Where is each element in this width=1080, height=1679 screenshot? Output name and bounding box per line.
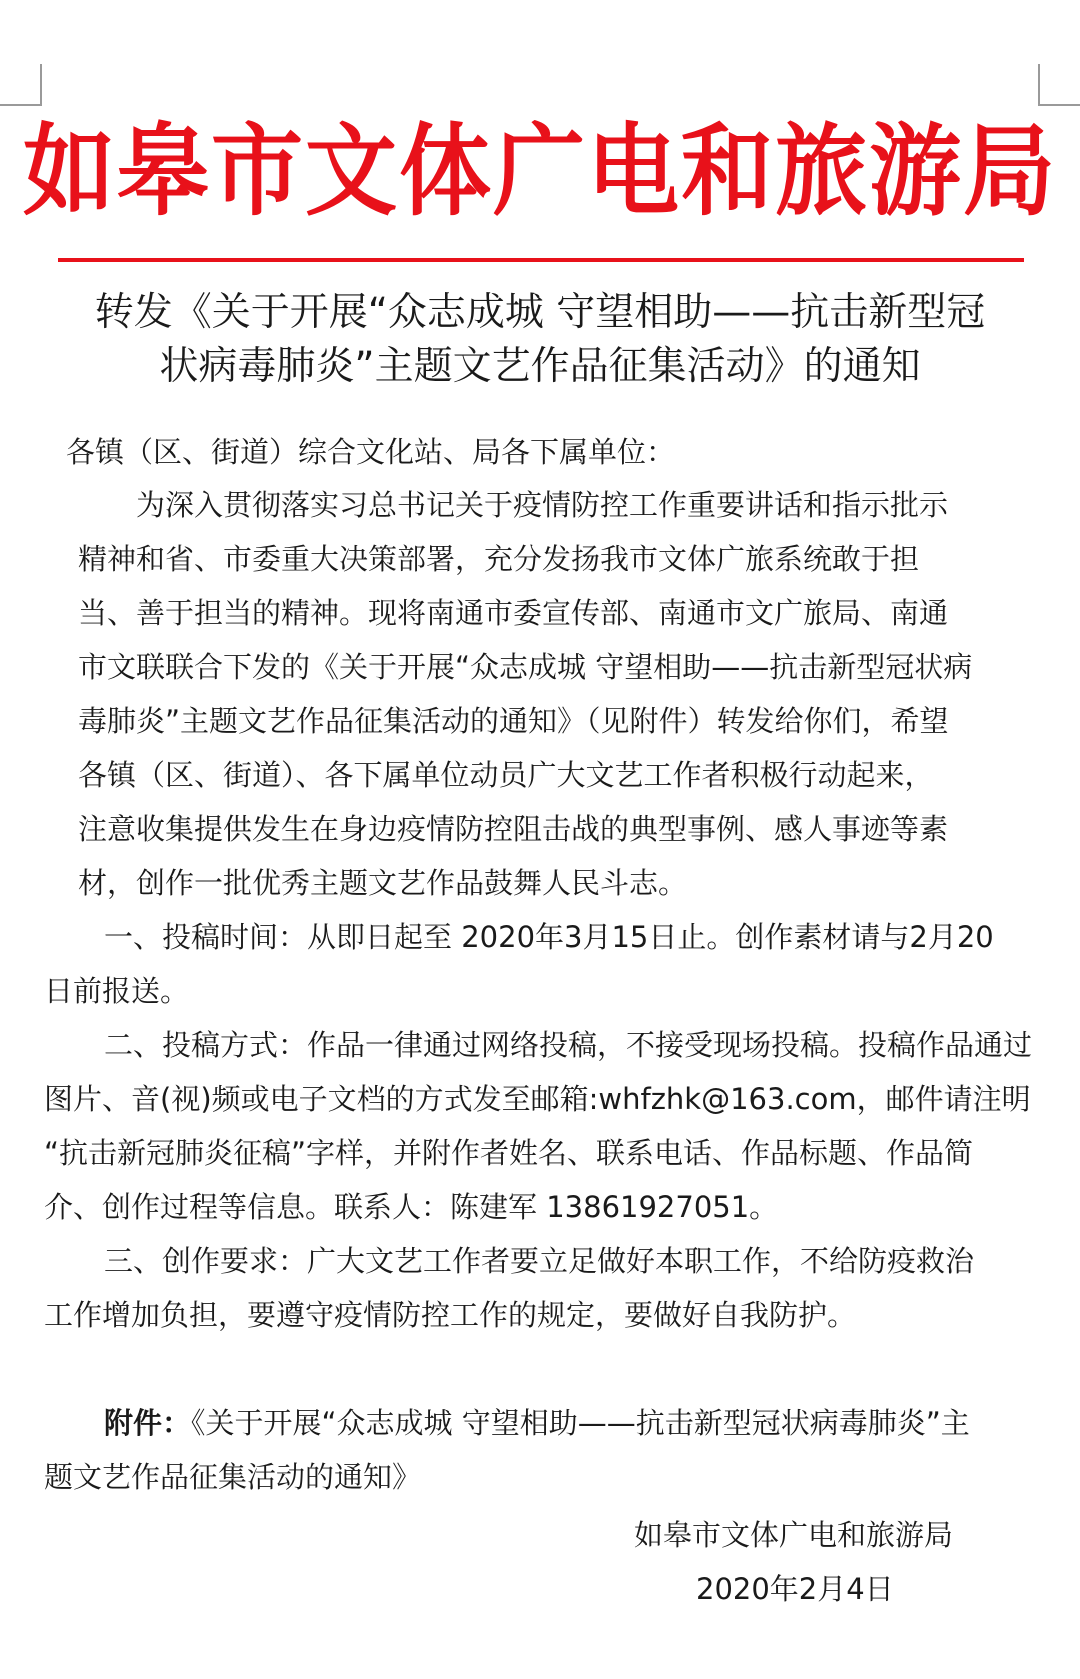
intro-line: 为深入贯彻落实习总书记关于疫情防控工作重要讲话和指示批示 xyxy=(136,488,949,522)
signature-date: 2020年2月4日 xyxy=(696,1572,894,1606)
section-submission-time xyxy=(44,910,994,1018)
attachment-line-2: 题文艺作品征集活动的通知》 xyxy=(44,1460,422,1494)
document-title xyxy=(60,286,1020,394)
section-line: 一、投稿时间：从即日起至 2020年3月15日止。创作素材请与2月20 xyxy=(104,920,994,954)
section-requirements xyxy=(44,1234,974,1342)
intro-line: 精神和省、市委重大决策部署，充分发扬我市文体广旅系统敢于担 xyxy=(78,542,920,576)
intro-paragraph xyxy=(78,478,972,910)
intro-line: 材，创作一批优秀主题文艺作品鼓舞人民斗志。 xyxy=(78,866,688,900)
intro-line: 市文联联合下发的《关于开展“众志成城 守望相助——抗击新型冠状病 xyxy=(78,650,973,684)
attachment-label: 附件： xyxy=(104,1406,192,1440)
attachment-line-1 xyxy=(44,1396,970,1450)
section-line: 图片、音(视)频或电子文档的方式发至邮箱:whfzhk@163.com，邮件请注明 xyxy=(44,1082,1031,1116)
attachment xyxy=(44,1396,970,1504)
section-line: 日前报送。 xyxy=(44,974,190,1008)
attachment-text: 《关于开展“众志成城 守望相助——抗击新型冠状病毒肺炎”主 xyxy=(191,1406,970,1440)
intro-line: 各镇（区、街道）、各下属单位动员广大文艺工作者积极行动起来， xyxy=(78,758,934,792)
page-corner-mark-left xyxy=(0,64,42,106)
section-line: 工作增加负担，要遵守疫情防控工作的规定，要做好自我防护。 xyxy=(44,1298,857,1332)
signature-organization: 如皋市文体广电和旅游局 xyxy=(634,1518,954,1552)
document-title-line-1: 转发《关于开展“众志成城 守望相助——抗击新型冠 xyxy=(94,290,986,335)
section-submission-method xyxy=(44,1018,1032,1234)
intro-line: 注意收集提供发生在身边疫情防控阻击战的典型事例、感人事迹等素 xyxy=(78,812,949,846)
masthead-title: 如皋市文体广电和旅游局 xyxy=(22,113,1057,230)
page-corner-mark-right xyxy=(1038,64,1080,106)
section-line: 二、投稿方式：作品一律通过网络投稿，不接受现场投稿。投稿作品通过 xyxy=(104,1028,1033,1062)
masthead-red-rule xyxy=(58,258,1024,262)
section-line: “抗击新冠肺炎征稿”字样，并附作者姓名、联系电话、作品标题、作品简 xyxy=(44,1136,974,1170)
section-line: 介、创作过程等信息。联系人：陈建军 13861927051。 xyxy=(44,1190,779,1224)
document-title-line-2: 状病毒肺炎”主题文艺作品征集活动》的通知 xyxy=(159,344,921,389)
intro-line: 毒肺炎”主题文艺作品征集活动的通知》（见附件）转发给你们，希望 xyxy=(78,704,949,738)
section-line: 三、创作要求：广大文艺工作者要立足做好本职工作，不给防疫救治 xyxy=(104,1244,975,1278)
salutation: 各镇（区、街道）综合文化站、局各下属单位： xyxy=(66,435,676,469)
intro-line: 当、善于担当的精神。现将南通市委宣传部、南通市文广旅局、南通 xyxy=(78,596,949,630)
